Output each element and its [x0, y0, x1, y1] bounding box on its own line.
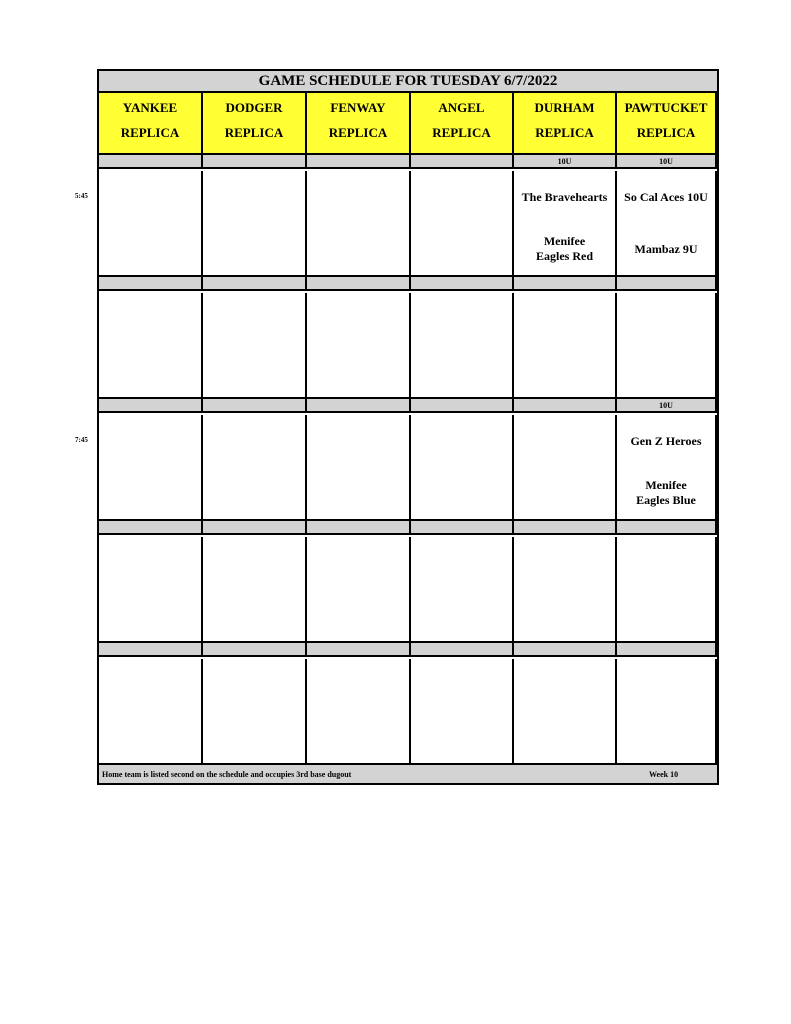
division-band	[99, 155, 203, 169]
field-subtitle: REPLICA	[224, 125, 284, 140]
field-header-yankee	[99, 93, 203, 155]
game-cell	[203, 537, 307, 643]
home-team: Mambaz 9U	[634, 242, 698, 256]
game-cell	[203, 293, 307, 399]
game-cell	[203, 415, 307, 521]
division-band	[514, 643, 617, 657]
division-band	[307, 277, 411, 291]
away-team: Gen Z Heroes	[630, 434, 702, 448]
game-cell	[411, 171, 514, 277]
schedule-sheet	[97, 69, 719, 785]
game-cell	[203, 659, 307, 765]
game-cell	[514, 171, 617, 277]
field-name: FENWAY	[330, 100, 386, 115]
field-subtitle: REPLICA	[328, 125, 388, 140]
division-band	[307, 521, 411, 535]
division-band	[411, 277, 514, 291]
game-cell	[99, 171, 203, 277]
game-cell	[411, 293, 514, 399]
game-cell	[203, 171, 307, 277]
home-team: Menifee Eagles Blue	[636, 478, 696, 507]
field-subtitle: REPLICA	[535, 125, 594, 140]
division-band	[99, 277, 203, 291]
game-cell	[617, 659, 717, 765]
division-band	[411, 521, 514, 535]
division-band	[203, 399, 307, 413]
time-slot-label: 7:45	[75, 436, 88, 444]
division-band	[411, 155, 514, 169]
division-band	[617, 521, 717, 535]
field-subtitle: REPLICA	[120, 125, 180, 140]
time-slot-label: 5:45	[75, 192, 88, 200]
game-cell	[411, 415, 514, 521]
division-band	[203, 155, 307, 169]
game-cell	[617, 415, 717, 521]
division-band	[307, 155, 411, 169]
division-band	[411, 399, 514, 413]
field-name: DURHAM	[534, 100, 595, 115]
game-cell	[307, 293, 411, 399]
division-band: 10U	[514, 155, 617, 169]
division-band	[411, 643, 514, 657]
schedule-title: GAME SCHEDULE FOR TUESDAY 6/7/2022	[99, 71, 717, 93]
field-subtitle: REPLICA	[636, 125, 696, 140]
game-cell	[307, 171, 411, 277]
field-subtitle: REPLICA	[432, 125, 491, 140]
field-header-fenway	[307, 93, 411, 155]
game-cell	[99, 293, 203, 399]
field-name: ANGEL	[438, 100, 485, 115]
division-band	[203, 277, 307, 291]
home-team: Menifee Eagles Red	[536, 234, 593, 263]
division-band	[514, 521, 617, 535]
division-band	[617, 643, 717, 657]
schedule-footer	[99, 765, 717, 783]
game-cell	[617, 293, 717, 399]
division-band	[203, 643, 307, 657]
game-cell	[514, 293, 617, 399]
game-cell	[617, 171, 717, 277]
game-cell	[514, 537, 617, 643]
division-band	[514, 277, 617, 291]
game-cell	[411, 659, 514, 765]
division-band: 10U	[617, 155, 717, 169]
game-cell	[99, 537, 203, 643]
field-header-durham	[514, 93, 617, 155]
division-band	[99, 521, 203, 535]
game-cell	[99, 659, 203, 765]
away-team: The Bravehearts	[521, 190, 608, 204]
game-cell	[411, 537, 514, 643]
division-band	[617, 277, 717, 291]
field-header-angel	[411, 93, 514, 155]
division-band	[307, 643, 411, 657]
division-band	[203, 521, 307, 535]
week-label: Week 10	[649, 770, 679, 779]
division-band	[514, 399, 617, 413]
division-band	[99, 643, 203, 657]
game-cell	[307, 659, 411, 765]
field-header-dodger	[203, 93, 307, 155]
field-name: DODGER	[225, 100, 283, 115]
field-name: YANKEE	[122, 100, 178, 115]
game-cell	[514, 659, 617, 765]
game-cell	[307, 415, 411, 521]
division-band	[99, 399, 203, 413]
game-cell	[617, 537, 717, 643]
field-header-pawtucket	[617, 93, 717, 155]
game-cell	[307, 537, 411, 643]
division-band	[307, 399, 411, 413]
home-team-note: Home team is listed second on the schedule and occupies 3rd base dugout	[102, 770, 352, 779]
field-name: PAWTUCKET	[624, 100, 708, 115]
game-cell	[99, 415, 203, 521]
division-band: 10U	[617, 399, 717, 413]
away-team: So Cal Aces 10U	[624, 190, 708, 204]
game-cell	[514, 415, 617, 521]
